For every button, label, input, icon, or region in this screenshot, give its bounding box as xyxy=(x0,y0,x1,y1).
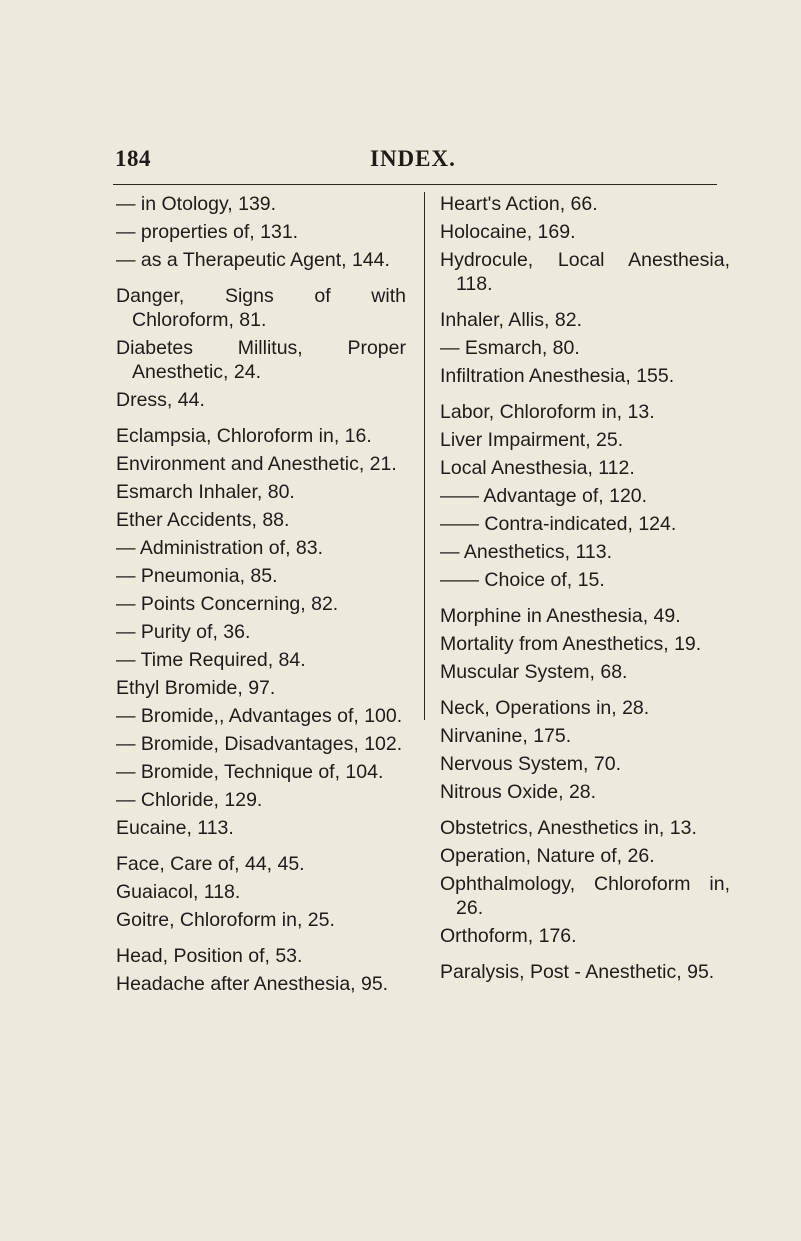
index-entry: — Points Concerning, 82. xyxy=(116,593,339,615)
page-number: 184 xyxy=(115,146,151,171)
index-entry: — Purity of, 36. xyxy=(116,621,251,643)
index-entry: Heart's Action, 66. xyxy=(440,193,598,215)
index-entry: — in Otology, 139. xyxy=(116,193,277,215)
index-column-left xyxy=(116,192,406,1000)
index-entry: — Bromide, Technique of, 104. xyxy=(116,761,384,783)
index-entry: — Esmarch, 80. xyxy=(440,337,580,359)
index-entry: Guaiacol, 118. xyxy=(116,881,241,903)
index-entry: Paralysis, Post - Anesthetic, 95. xyxy=(440,961,715,983)
index-entry: — properties of, 131. xyxy=(116,221,299,243)
index-entry: Nirvanine, 175. xyxy=(440,725,572,747)
index-entry: Neck, Operations in, 28. xyxy=(440,697,650,719)
index-entry: Environment and Anesthetic, 21. xyxy=(116,453,397,475)
index-entry: Nervous System, 70. xyxy=(440,753,621,775)
index-entry: Morphine in Anesthesia, 49. xyxy=(440,605,681,627)
index-column-right xyxy=(440,192,730,988)
index-entry: Face, Care of, 44, 45. xyxy=(116,853,305,875)
index-entry: — Bromide,, Advantages of, 100. xyxy=(116,705,403,727)
index-entry: —— Advantage of, 120. xyxy=(440,485,648,507)
index-entry: Mortality from Anesthetics, 19. xyxy=(440,633,702,655)
index-entry: Liver Impairment, 25. xyxy=(440,429,624,451)
index-entry: Diabetes Millitus, Proper Anesthetic, 24. xyxy=(116,337,406,383)
index-entry: Headache after Anesthesia, 95. xyxy=(116,973,389,995)
index-entry: Head, Position of, 53. xyxy=(116,945,303,967)
index-entry: Danger, Signs of with Chloroform, 81. xyxy=(116,285,406,331)
index-entry: Goitre, Chloroform in, 25. xyxy=(116,909,335,931)
index-entry: —— Contra-indicated, 124. xyxy=(440,513,677,535)
index-entry: Muscular System, 68. xyxy=(440,661,628,683)
index-entry: Operation, Nature of, 26. xyxy=(440,845,655,867)
index-entry: — Anesthetics, 113. xyxy=(440,541,612,563)
index-entry: Obstetrics, Anesthetics in, 13. xyxy=(440,817,697,839)
index-entry: Ophthalmology, Chloroform in, 26. xyxy=(440,873,730,919)
index-entry: Inhaler, Allis, 82. xyxy=(440,309,583,331)
header-rule xyxy=(113,184,717,185)
index-entry: Ethyl Bromide, 97. xyxy=(116,677,276,699)
index-entry: Eclampsia, Chloroform in, 16. xyxy=(116,425,372,447)
index-entry: Dress, 44. xyxy=(116,389,205,411)
index-entry: Esmarch Inhaler, 80. xyxy=(116,481,295,503)
index-entry: —— Choice of, 15. xyxy=(440,569,605,591)
column-divider xyxy=(424,192,425,720)
index-entry: Holocaine, 169. xyxy=(440,221,576,243)
index-entry: Orthoform, 176. xyxy=(440,925,577,947)
index-entry: Ether Accidents, 88. xyxy=(116,509,290,531)
index-entry: — as a Therapeutic Agent, 144. xyxy=(116,249,390,271)
index-entry: — Chloride, 129. xyxy=(116,789,263,811)
index-entry: Labor, Chloroform in, 13. xyxy=(440,401,655,423)
index-entry: — Administration of, 83. xyxy=(116,537,324,559)
index-entry: Nitrous Oxide, 28. xyxy=(440,781,597,803)
index-entry: Hydrocule, Local Anesthesia, 118. xyxy=(440,249,730,295)
index-entry: — Bromide, Disadvantages, 102. xyxy=(116,733,403,755)
index-entry: Eucaine, 113. xyxy=(116,817,234,839)
index-entry: — Time Required, 84. xyxy=(116,649,306,671)
page-title: INDEX. xyxy=(370,146,456,171)
index-entry: Local Anesthesia, 112. xyxy=(440,457,635,479)
index-entry: — Pneumonia, 85. xyxy=(116,565,278,587)
page-header xyxy=(115,146,715,180)
index-entry: Infiltration Anesthesia, 155. xyxy=(440,365,675,387)
